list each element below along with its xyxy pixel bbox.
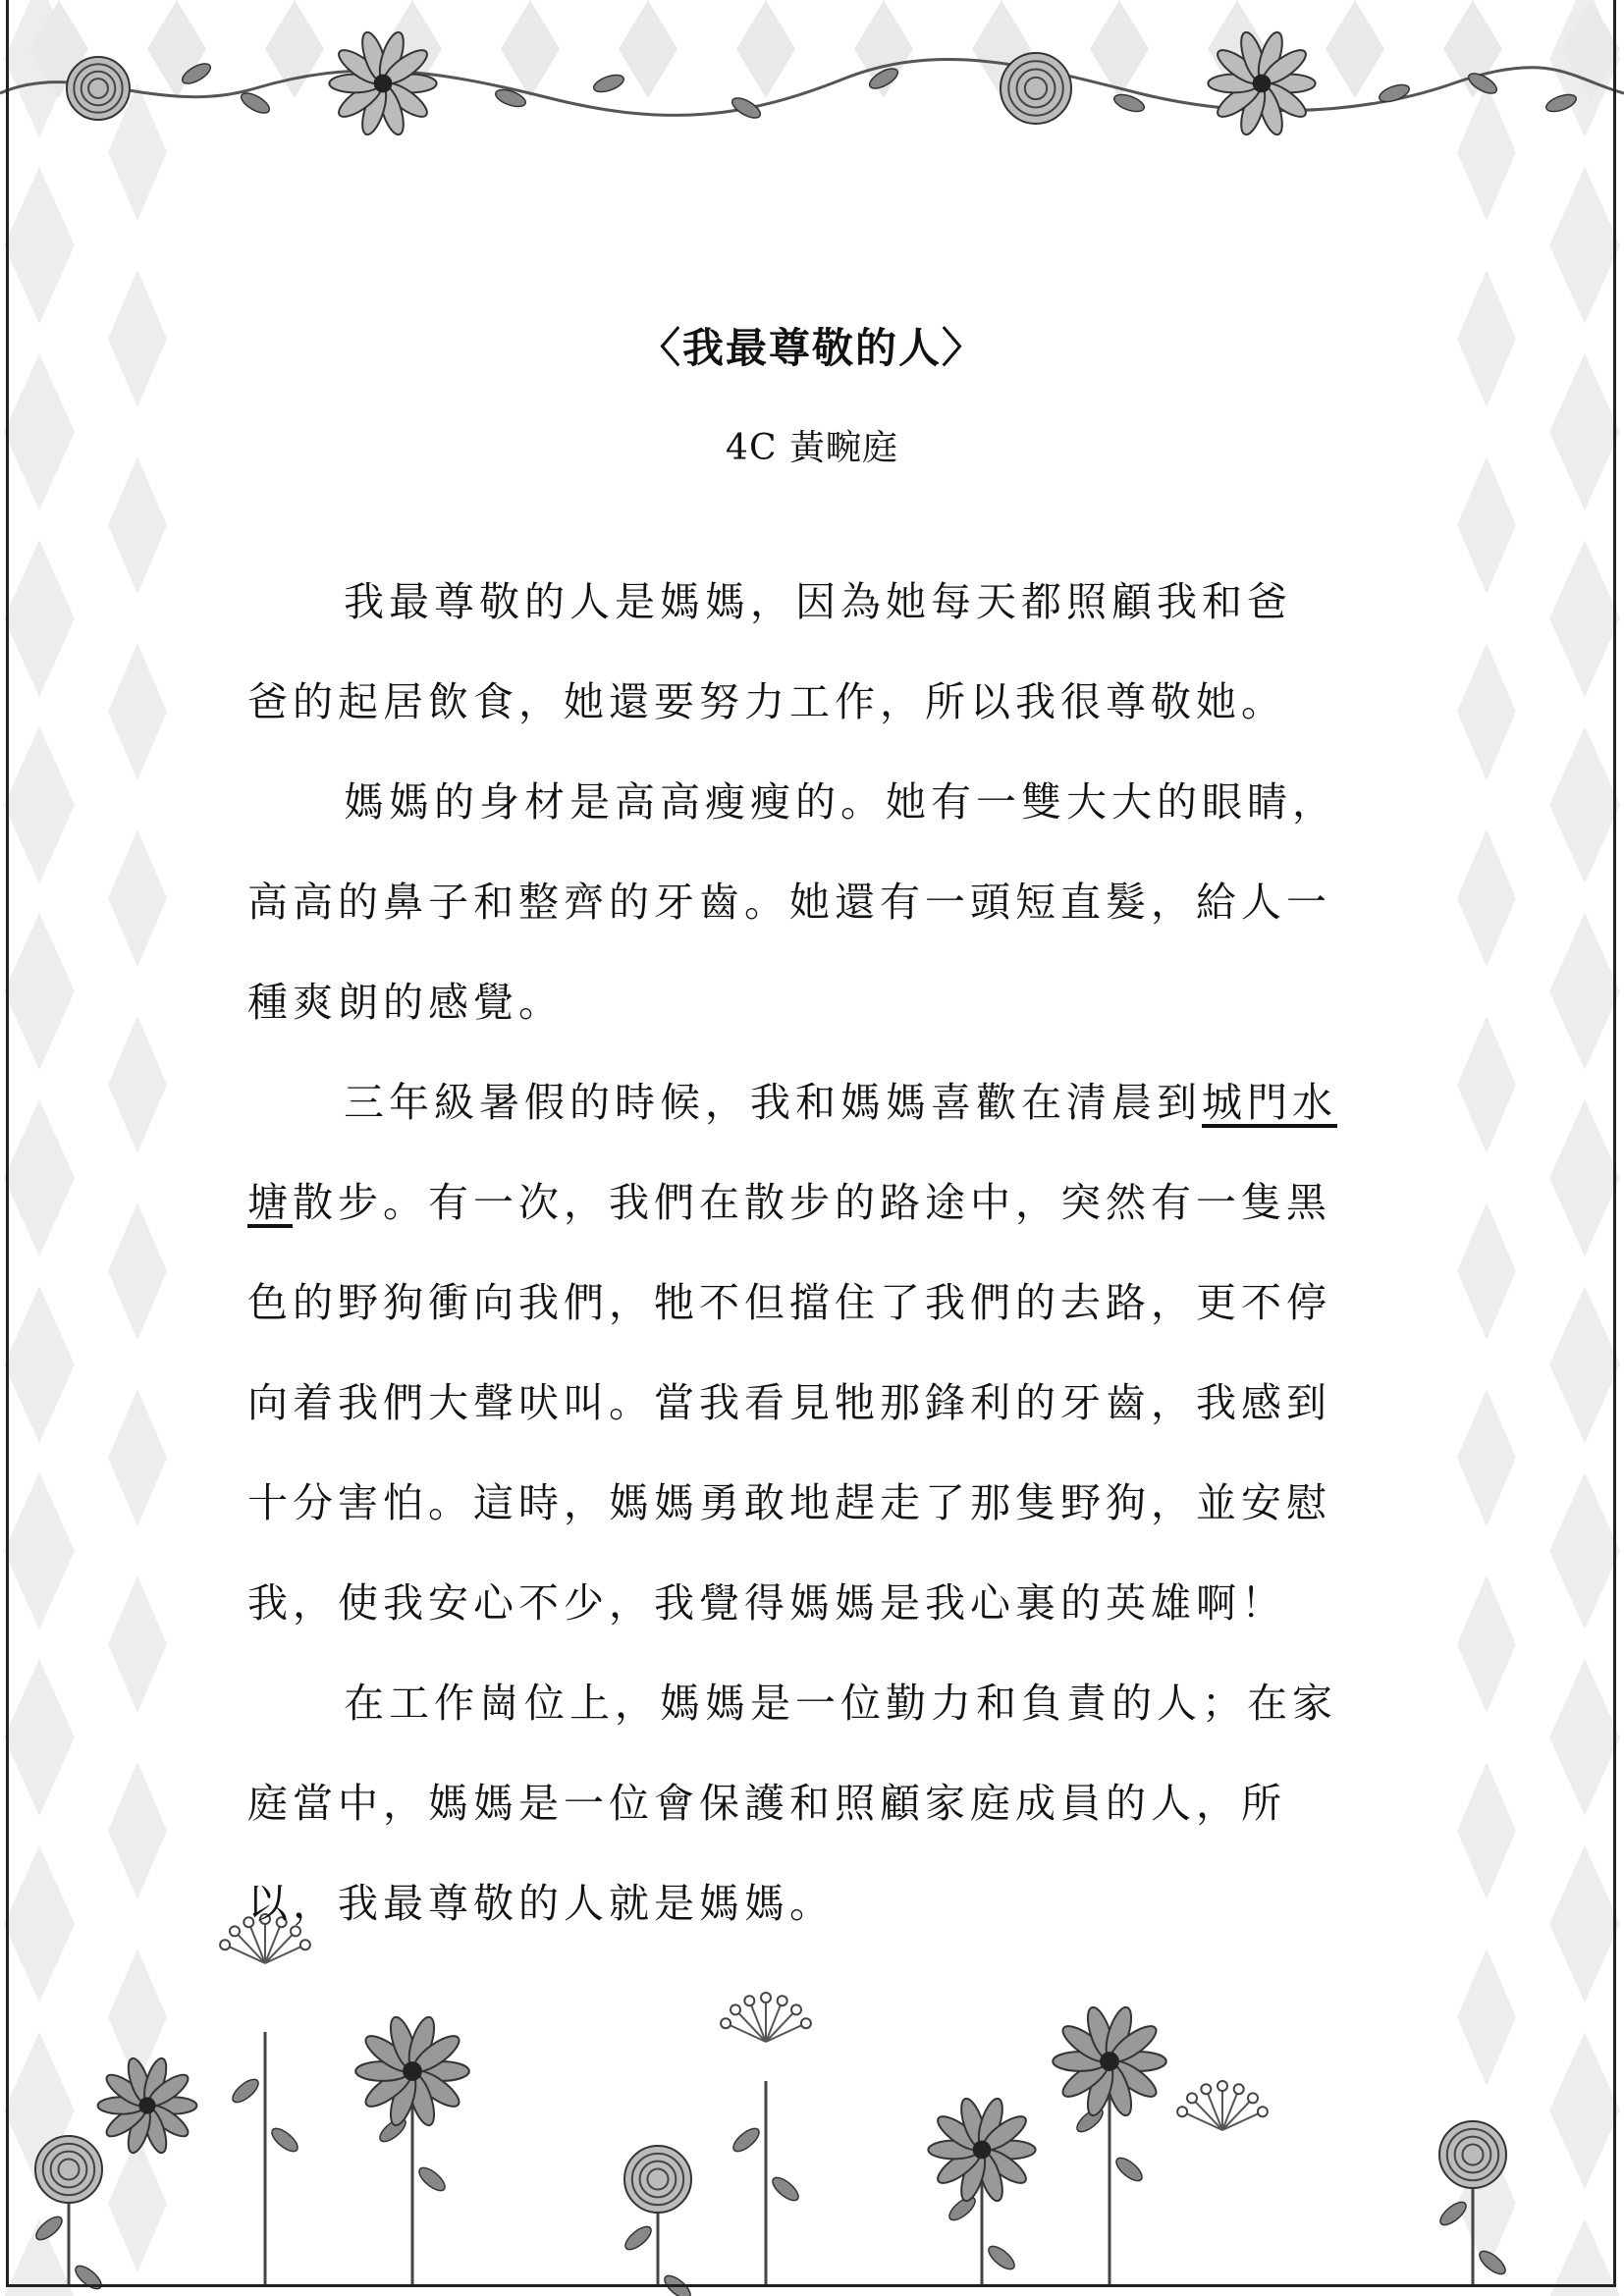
essay-line: 以，我最尊敬的人就是媽媽。 xyxy=(247,1880,835,1927)
essay-line: 爸的起居飲食，她還要努力工作，所以我很尊敬她。 xyxy=(247,678,1286,725)
essay-line: 種爽朗的感覺。 xyxy=(247,979,564,1026)
essay-line-text: 散步。有一次，我們在散步的路途中，突然有一隻黑 xyxy=(293,1179,1331,1226)
place-name-underlined: 塘 xyxy=(247,1179,293,1226)
essay-line: 向着我們大聲吠叫。當我看見牠那鋒利的牙齒，我感到 xyxy=(247,1379,1331,1426)
essay-line: 庭當中，媽媽是一位會保護和照顧家庭成員的人，所 xyxy=(247,1780,1286,1827)
essay-line: 十分害怕。這時，媽媽勇敢地趕走了那隻野狗，並安慰 xyxy=(247,1479,1331,1526)
essay-line xyxy=(247,1170,1331,1228)
essay-line xyxy=(344,1070,1337,1128)
essay-line: 色的野狗衝向我們，牠不但擋住了我們的去路，更不停 xyxy=(247,1279,1331,1326)
essay-line-text: 三年級暑假的時候，我和媽媽喜歡在清晨到 xyxy=(344,1079,1202,1126)
essay-line: 媽媽的身材是高高瘦瘦的。她有一雙大大的眼睛， xyxy=(344,778,1337,826)
essay-line: 高高的鼻子和整齊的牙齒。她還有一頭短直髮，給人一 xyxy=(247,879,1331,926)
essay-line: 我最尊敬的人是媽媽，因為她每天都照顧我和爸 xyxy=(344,578,1292,625)
essay-title: 〈我最尊敬的人〉 xyxy=(638,324,985,372)
essay-line: 我，使我安心不少，我覺得媽媽是我心裏的英雄啊！ xyxy=(247,1579,1286,1627)
essay-line: 在工作崗位上，媽媽是一位勤力和負責的人；在家 xyxy=(344,1680,1337,1727)
essay-author: 4C 黃畹庭 xyxy=(726,428,898,468)
place-name-underlined: 城門水 xyxy=(1202,1079,1337,1126)
